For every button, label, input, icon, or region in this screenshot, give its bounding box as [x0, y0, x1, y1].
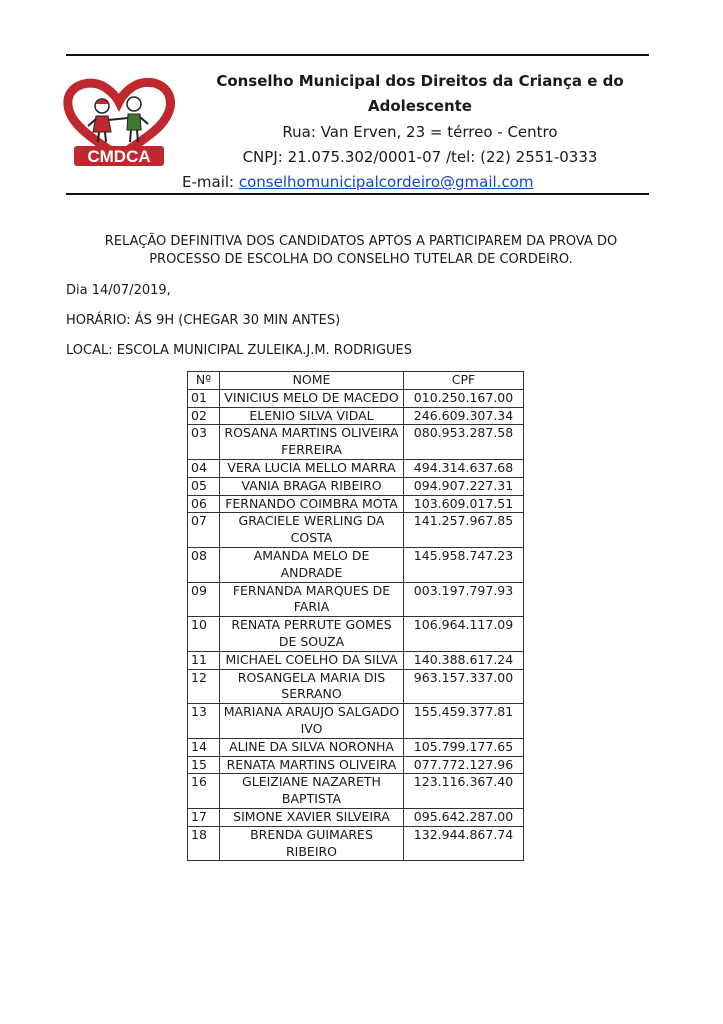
table-row [188, 756, 524, 774]
table-row [188, 513, 524, 548]
header-bottom-rule [66, 193, 649, 195]
table-row [188, 774, 524, 809]
candidate-number: 04 [188, 459, 220, 477]
candidate-cpf: 155.459.377.81 [404, 704, 524, 739]
table-row [188, 651, 524, 669]
candidate-number: 03 [188, 425, 220, 460]
candidate-cpf: 123.116.367.40 [404, 774, 524, 809]
council-title-line2: Adolescente [368, 97, 472, 115]
header-number: Nº [188, 372, 220, 390]
candidate-number: 14 [188, 738, 220, 756]
table-row [188, 477, 524, 495]
candidate-name: RENATA MARTINS OLIVEIRA [220, 756, 404, 774]
table-row [188, 495, 524, 513]
email-label: E-mail: [182, 173, 239, 191]
candidate-cpf: 132.944.867.74 [404, 826, 524, 861]
candidate-name: SIMONE XAVIER SILVEIRA [220, 808, 404, 826]
candidate-number: 10 [188, 617, 220, 652]
candidate-number: 11 [188, 651, 220, 669]
candidate-cpf: 494.314.637.68 [404, 459, 524, 477]
candidate-name: BRENDA GUIMARES RIBEIRO [220, 826, 404, 861]
candidate-number: 15 [188, 756, 220, 774]
header-top-rule [66, 54, 649, 56]
exam-time: HORÁRIO: ÁS 9H (CHEGAR 30 MIN ANTES) [66, 313, 341, 328]
candidate-name: GLEIZIANE NAZARETH BAPTISTA [220, 774, 404, 809]
table-row [188, 425, 524, 460]
table-row [188, 808, 524, 826]
candidate-name: VANIA BRAGA RIBEIRO [220, 477, 404, 495]
table-row [188, 669, 524, 704]
candidate-number: 02 [188, 407, 220, 425]
candidate-name: MARIANA ARAUJO SALGADO IVO [220, 704, 404, 739]
notice-line1: RELAÇÃO DEFINITIVA DOS CANDIDATOS APTOS A PARTICIPAREM DA PROVA DO [104, 234, 618, 249]
candidates-body [188, 389, 524, 861]
table-header-row [188, 372, 524, 390]
candidate-cpf: 140.388.617.24 [404, 651, 524, 669]
candidate-cpf: 103.609.017.51 [404, 495, 524, 513]
candidate-name: FERNANDA MARQUES DE FARIA [220, 582, 404, 617]
candidate-cpf: 094.907.227.31 [404, 477, 524, 495]
candidate-number: 09 [188, 582, 220, 617]
candidate-name: AMANDA MELO DE ANDRADE [220, 547, 404, 582]
candidate-cpf: 077.772.127.96 [404, 756, 524, 774]
header-name: NOME [220, 372, 404, 390]
candidate-cpf: 095.642.287.00 [404, 808, 524, 826]
table-row [188, 738, 524, 756]
candidate-cpf: 246.609.307.34 [404, 407, 524, 425]
candidate-name: FERNANDO COIMBRA MOTA [220, 495, 404, 513]
candidate-number: 12 [188, 669, 220, 704]
candidate-name: ELENIO SILVA VIDAL [220, 407, 404, 425]
candidate-name: MICHAEL COELHO DA SILVA [220, 651, 404, 669]
candidate-number: 06 [188, 495, 220, 513]
candidate-number: 13 [188, 704, 220, 739]
candidate-cpf: 106.964.117.09 [404, 617, 524, 652]
candidate-number: 01 [188, 389, 220, 407]
candidates-table [187, 371, 524, 861]
candidate-name: ROSANGELA MARIA DIS SERRANO [220, 669, 404, 704]
header-cpf: CPF [404, 372, 524, 390]
table-row [188, 617, 524, 652]
candidate-cpf: 141.257.967.85 [404, 513, 524, 548]
council-cnpj-phone: CNPJ: 21.075.302/0001-07 /tel: (22) 2551-0333 [242, 148, 598, 166]
logo-text: CMDCA [87, 147, 151, 166]
table-row [188, 704, 524, 739]
notice-line2: PROCESSO DE ESCOLHA DO CONSELHO TUTELAR DE CORDEIRO. [149, 252, 573, 267]
candidate-cpf: 003.197.797.93 [404, 582, 524, 617]
table-row [188, 547, 524, 582]
council-address: Rua: Van Erven, 23 = térreo - Centro [282, 123, 558, 141]
table-row [188, 389, 524, 407]
candidate-cpf: 105.799.177.65 [404, 738, 524, 756]
candidate-name: ROSANA MARTINS OLIVEIRA FERREIRA [220, 425, 404, 460]
candidate-number: 08 [188, 547, 220, 582]
candidate-number: 17 [188, 808, 220, 826]
candidate-name: VERA LUCIA MELLO MARRA [220, 459, 404, 477]
table-row [188, 826, 524, 861]
candidate-cpf: 080.953.287.58 [404, 425, 524, 460]
candidate-cpf: 145.958.747.23 [404, 547, 524, 582]
candidate-name: RENATA PERRUTE GOMES DE SOUZA [220, 617, 404, 652]
table-row [188, 459, 524, 477]
candidate-number: 16 [188, 774, 220, 809]
candidate-name: ALINE DA SILVA NORONHA [220, 738, 404, 756]
candidate-number: 05 [188, 477, 220, 495]
candidate-number: 18 [188, 826, 220, 861]
council-email-line [182, 173, 534, 191]
council-title-line1: Conselho Municipal dos Direitos da Criança e do [216, 72, 624, 90]
cmdca-logo [62, 78, 176, 168]
exam-location: LOCAL: ESCOLA MUNICIPAL ZULEIKA.J.M. RODRIGUES [66, 343, 413, 358]
email-link[interactable]: conselhomunicipalcordeiro@gmail.com [238, 173, 534, 191]
table-row [188, 407, 524, 425]
candidate-name: VINICIUS MELO DE MACEDO [220, 389, 404, 407]
candidate-cpf: 010.250.167.00 [404, 389, 524, 407]
candidate-cpf: 963.157.337.00 [404, 669, 524, 704]
table-row [188, 582, 524, 617]
candidate-name: GRACIELE WERLING DA COSTA [220, 513, 404, 548]
candidate-number: 07 [188, 513, 220, 548]
exam-date: Dia 14/07/2019, [66, 283, 171, 298]
